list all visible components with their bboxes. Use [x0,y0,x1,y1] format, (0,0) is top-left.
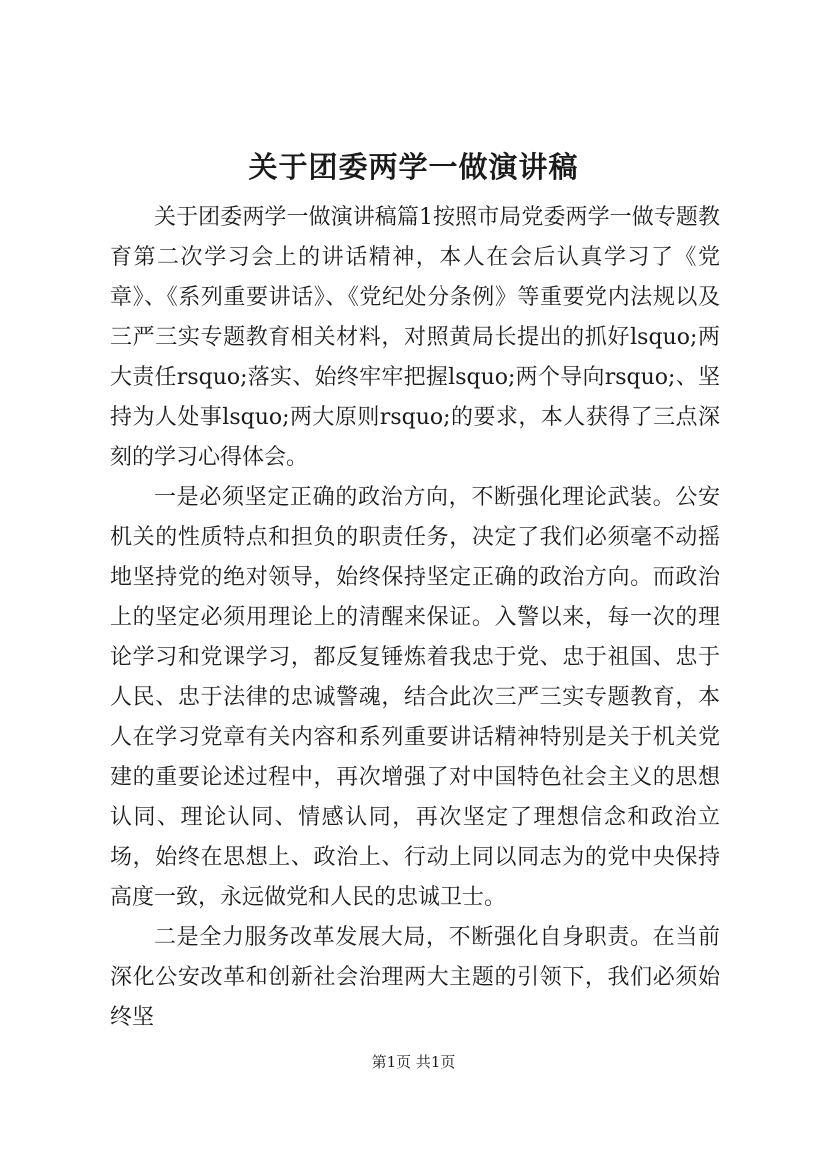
document-title: 关于团委两学一做演讲稿 [248,150,579,184]
page-footer: 第1页 共1页 [371,1053,456,1071]
document-body [110,198,720,1038]
paragraph-point-two: 二是全力服务改革发展大局，不断强化自身职责。在当前深化公安改革和创新社会治理两大主题的引领下，我们必须始终坚 [110,925,720,1030]
paragraph-point-one: 一是必须坚定正确的政治方向，不断强化理论武装。公安机关的性质特点和担负的职责任务，决定了我们必须毫不动摇地坚持党的绝对领导，始终保持坚定正确的政治方向。而政治上的坚定必须用理论上的清醒来保证。入警以来，每一次的理论学习和党课学习，都反复锤炼着我忠于党、忠于祖国、忠于人民、忠于法律的忠诚警魂，结合此次三严三实专题教育，本人在学习党章有关内容和系列重要讲话精神特别是关于机关党建的重要论述过程中，再次增强了对中国特色社会主义的思想认同、理论认同、情感认同，再次坚定了理想信念和政治立场，始终在思想上、政治上、行动上同以同志为的党中央保持高度一致，永远做党和人民的忠诚卫士。 [110,485,720,910]
paragraph-intro: 关于团委两学一做演讲稿篇1按照市局党委两学一做专题教育第二次学习会上的讲话精神，本人在会后认真学习了《党章》、《系列重要讲话》、《党纪处分条例》等重要党内法规以及三严三实专题教育相关材料，对照黄局长提出的抓好lsquo;两大责任rsquo;落实、始终牢牢把握lsquo;两个导向rsquo;、坚持为人处事lsquo;两大原则rsquo;的要求，本人获得了三点深刻的学习心得体会。 [110,205,720,470]
